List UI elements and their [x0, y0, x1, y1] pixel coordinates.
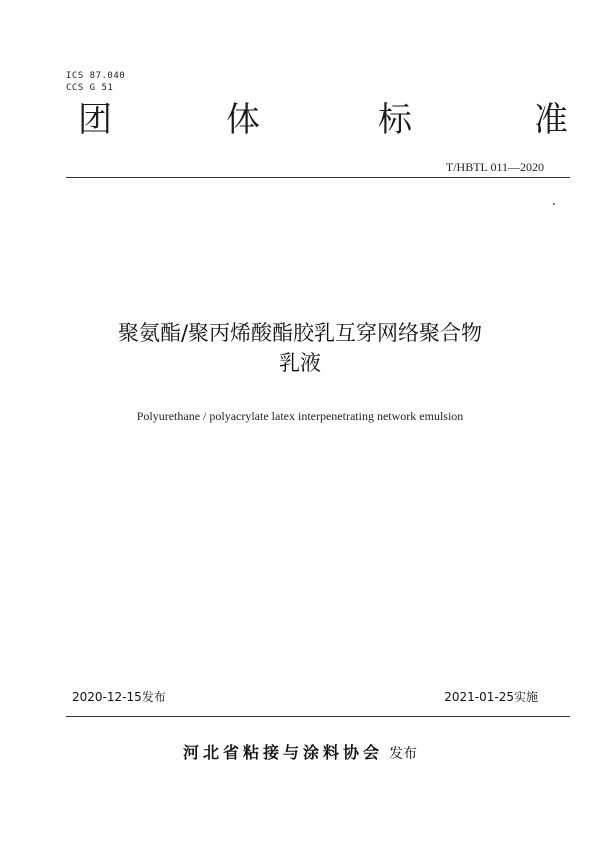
publish-verb: 发布 [389, 746, 417, 762]
classification-codes [66, 70, 125, 94]
chinese-title [40, 318, 560, 378]
standard-number: T/HBTL 011—2020 [445, 160, 544, 174]
ccs-code: CCS G 51 [66, 83, 114, 93]
footer-divider [66, 716, 570, 717]
document-type-heading [66, 98, 570, 142]
doc-type-char: 准 [534, 100, 568, 140]
chinese-title-line1: 聚氨酯/聚丙烯酸酯胶乳互穿网络聚合物 [117, 321, 483, 345]
ics-code: ICS 87.040 [66, 71, 126, 81]
implementation-date: 2021-01-25实施 [444, 690, 538, 704]
doc-type-char: 标 [378, 100, 412, 140]
publisher-line [40, 742, 560, 765]
header-divider [66, 177, 570, 178]
english-title: Polyurethane / polyacrylate latex interpenetrating network emulsion [136, 409, 464, 423]
doc-type-char: 团 [78, 100, 112, 140]
publisher-name: 河北省粘接与涂料协会 [182, 743, 383, 762]
chinese-title-line2: 乳液 [279, 351, 321, 375]
doc-type-char: 体 [226, 100, 260, 140]
issue-date: 2020-12-15发布 [72, 690, 166, 704]
decorative-dot [553, 203, 555, 205]
